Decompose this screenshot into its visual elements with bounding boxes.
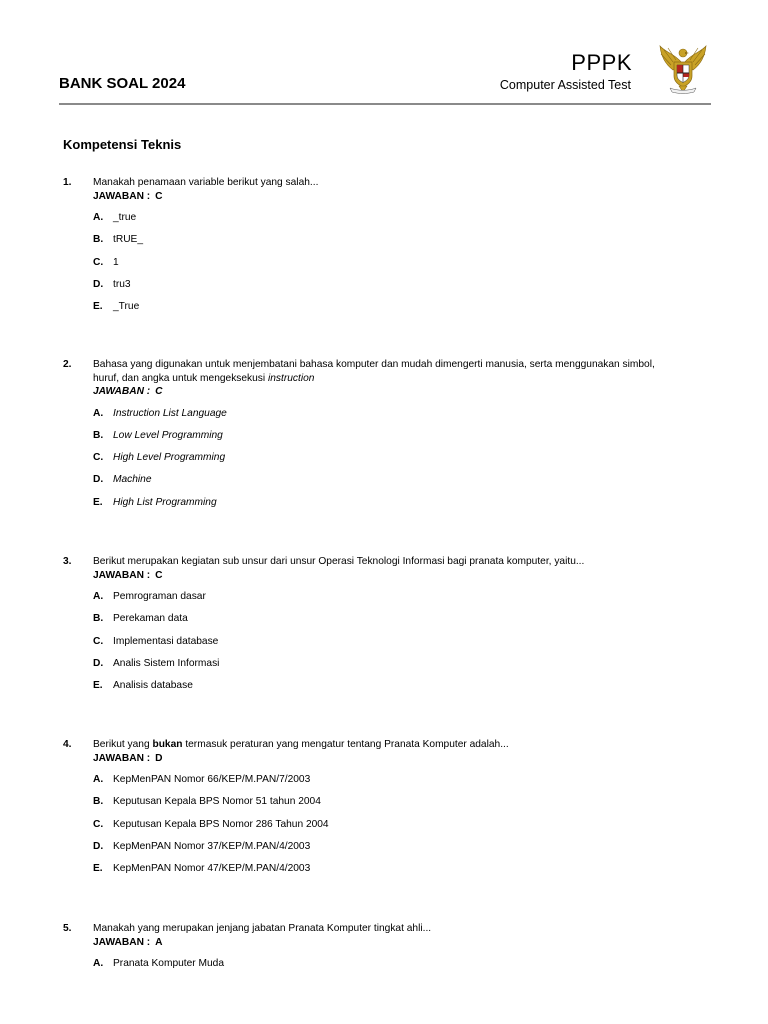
option-text: Keputusan Kepala BPS Nomor 51 tahun 2004 [113, 796, 321, 808]
option-letter: A. [93, 774, 104, 785]
option-a[interactable] [63, 957, 683, 979]
answer-label: JAWABAN : [93, 190, 151, 202]
option-e[interactable] [63, 496, 683, 518]
option-text: _True [113, 301, 140, 313]
brand-title: PPPK [571, 50, 632, 75]
option-c[interactable] [63, 256, 683, 278]
option-letter: A. [93, 958, 104, 969]
question-text-post: termasuk peraturan yang mengatur tentang Pranata Komputer adalah... [182, 739, 509, 750]
question-number: 2. [63, 359, 72, 370]
option-a[interactable] [63, 211, 683, 233]
garuda-emblem-icon [657, 44, 709, 94]
option-letter: B. [93, 613, 104, 625]
option-list [63, 407, 683, 518]
option-b[interactable] [63, 233, 683, 255]
option-text: _true [113, 212, 137, 223]
answer-value: C [155, 569, 163, 581]
option-text: Perekaman data [113, 613, 188, 625]
option-text: Analisis database [113, 680, 193, 692]
doc-title: BANK SOAL 2024 [59, 75, 186, 92]
question-number: 1. [63, 177, 72, 188]
option-text: Pemrograman dasar [113, 591, 206, 602]
answer-label: JAWABAN : [93, 936, 151, 948]
option-text: tRUE_ [113, 234, 144, 246]
option-list [63, 773, 683, 884]
option-e[interactable] [63, 300, 683, 322]
answer-label: JAWABAN : [93, 569, 151, 581]
option-letter: D. [93, 657, 104, 669]
option-list [63, 957, 683, 979]
option-b[interactable] [63, 429, 683, 451]
question-number: 4. [63, 739, 72, 750]
option-b[interactable] [63, 612, 683, 634]
option-letter: C. [93, 452, 104, 464]
option-letter: C. [93, 818, 104, 830]
option-text: High List Programming [113, 496, 217, 508]
answer-line [93, 936, 683, 950]
option-letter: B. [93, 796, 104, 808]
answer-line [93, 752, 683, 766]
option-text: High Level Programming [113, 452, 226, 464]
option-letter: E. [93, 680, 103, 692]
answer-line [93, 385, 683, 399]
option-text: 1 [113, 256, 119, 268]
option-a[interactable] [63, 590, 683, 612]
option-text: KepMenPAN Nomor 37/KEP/M.PAN/4/2003 [113, 840, 311, 852]
option-letter: B. [93, 234, 104, 246]
question-keyword: bukan [152, 739, 183, 750]
answer-value: D [155, 752, 163, 764]
question-4 [63, 738, 683, 884]
question-text-line1: Bahasa yang digunakan untuk menjembatani bahasa komputer dan mudah dimengerti manusia, serta menggunakan simbol, [93, 359, 655, 370]
question-3 [63, 555, 683, 701]
option-letter: E. [93, 301, 103, 313]
option-list [63, 211, 683, 322]
brand-subtitle: Computer Assisted Test [499, 78, 631, 92]
option-list [63, 590, 683, 701]
option-text: Machine [113, 474, 152, 486]
question-text: Berikut merupakan kegiatan sub unsur dari unsur Operasi Teknologi Informasi bagi pranata komputer, yaitu... [93, 556, 585, 567]
option-text: tru3 [113, 278, 131, 290]
question-number: 5. [63, 923, 72, 934]
option-text: Analis Sistem Informasi [113, 657, 220, 669]
option-letter: D. [93, 474, 104, 486]
option-d[interactable] [63, 278, 683, 300]
option-letter: D. [93, 278, 104, 290]
question-text-line2: huruf, dan angka untuk mengeksekusi [93, 372, 268, 384]
option-letter: E. [93, 863, 103, 875]
header-divider [59, 103, 711, 105]
answer-value: C [155, 190, 163, 202]
page-header [0, 0, 768, 106]
option-d[interactable] [63, 657, 683, 679]
option-letter: C. [93, 256, 104, 268]
option-c[interactable] [63, 818, 683, 840]
option-a[interactable] [63, 773, 683, 795]
question-text [93, 738, 683, 752]
question-text-italic: instruction [268, 372, 315, 384]
question-text [93, 358, 683, 385]
answer-value: C [155, 386, 163, 397]
answer-label: JAWABAN : [93, 752, 151, 764]
option-text: Low Level Programming [113, 429, 223, 441]
option-a[interactable] [63, 407, 683, 429]
option-letter: D. [93, 840, 104, 852]
option-letter: B. [93, 429, 104, 441]
option-text: Pranata Komputer Muda [113, 958, 224, 969]
question-number: 3. [63, 556, 72, 567]
question-1 [63, 176, 683, 322]
option-text: KepMenPAN Nomor 47/KEP/M.PAN/4/2003 [113, 863, 311, 875]
section-title: Kompetensi Teknis [63, 137, 182, 152]
option-letter: E. [93, 496, 103, 508]
option-letter: A. [93, 591, 104, 602]
option-letter: A. [93, 407, 104, 419]
answer-label: JAWABAN : [93, 386, 151, 397]
option-text: KepMenPAN Nomor 66/KEP/M.PAN/7/2003 [113, 774, 311, 785]
option-d[interactable] [63, 840, 683, 862]
option-d[interactable] [63, 473, 683, 495]
answer-line [93, 569, 683, 583]
answer-value: A [155, 936, 163, 948]
option-b[interactable] [63, 795, 683, 817]
question-text: Manakah penamaan variable berikut yang salah... [93, 177, 319, 188]
option-c[interactable] [63, 451, 683, 473]
option-e[interactable] [63, 862, 683, 884]
question-2 [63, 358, 683, 518]
option-c[interactable] [63, 635, 683, 657]
question-5 [63, 922, 683, 979]
question-text-pre: Berikut yang [93, 739, 153, 750]
option-text: Implementasi database [113, 635, 219, 647]
option-letter: C. [93, 635, 104, 647]
answer-line [93, 190, 683, 204]
option-text: Instruction List Language [113, 407, 227, 419]
option-e[interactable] [63, 679, 683, 701]
option-text: Keputusan Kepala BPS Nomor 286 Tahun 2004 [113, 818, 329, 830]
option-letter: A. [93, 212, 104, 223]
question-text: Manakah yang merupakan jenjang jabatan Pranata Komputer tingkat ahli... [93, 923, 432, 934]
